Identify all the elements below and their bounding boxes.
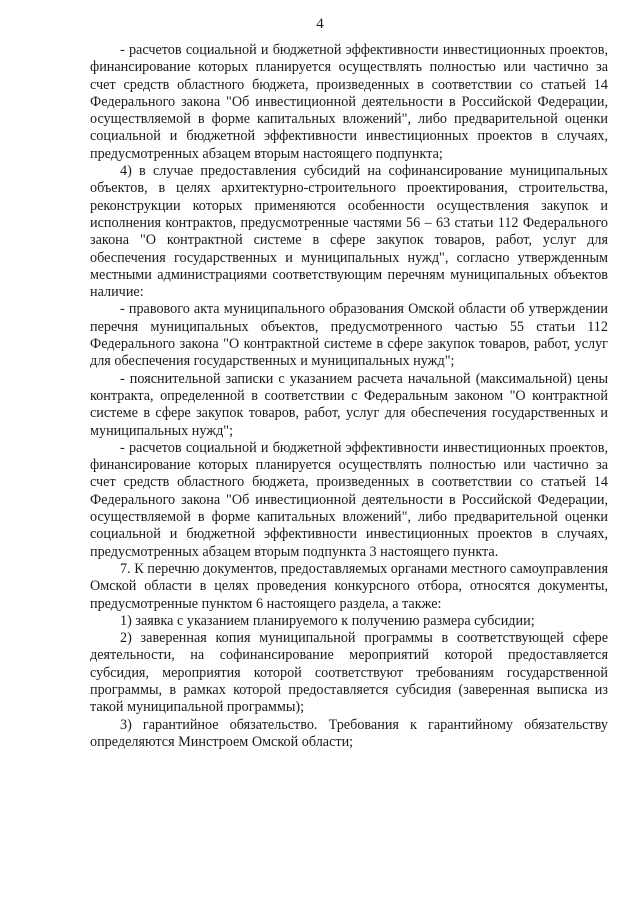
paragraph: - расчетов социальной и бюджетной эффективности инвестиционных проектов, финансирование которых планируется осуществлять полностью или частично за счет средств областного бюджета, произведенных в соответствии со статьей 14 Федерального закона "Об инвестиционной деятельности в Российской Федерации, осуществляемой в форме капитальных вложений", либо предварительной оценки социальной и бюджетной эффективности инвестиционных проектов в случаях, предусмотренных абзацем вторым настоящего подпункта; [90,42,608,162]
paragraph: - расчетов социальной и бюджетной эффективности инвестиционных проектов, финансирование которых планируется осуществлять полностью или частично за счет средств областного бюджета, произведенных в соответствии со статьей 14 Федерального закона "Об инвестиционной деятельности в Российской Федерации, осуществляемой в форме капитальных вложений", либо предварительной оценки социальной и бюджетной эффективности инвестиционных проектов в случаях, предусмотренных абзацем вторым подпункта 3 настоящего пункта. [90,439,608,560]
document-body [90,42,608,751]
page-number: 4 [316,16,324,32]
paragraph: 3) гарантийное обязательство. Требования к гарантийному обязательству определяются Минстроем Омской области; [90,716,608,750]
paragraph: 1) заявка с указанием планируемого к получению размера субсидии; [120,612,535,629]
paragraph: - пояснительной записки с указанием расчета начальной (максимальной) цены контракта, определенной в соответствии с Федеральным законом "О контрактной системе в сфере закупок товаров, работ, услуг для обеспечения государственных и муниципальных нужд"; [90,370,608,439]
paragraph: 7. К перечню документов, предоставляемых органами местного самоуправления Омской области в целях проведения конкурсного отбора, относятся документы, предусмотренные пунктом 6 настоящего раздела, а также: [90,560,608,612]
paragraph: 4) в случае предоставления субсидий на софинансирование муниципальных объектов, в целях архитектурно-строительного проектирования, строительства, реконструкции которых применяются особенности осуществления закупок и исполнения контрактов, предусмотренные частями 56 – 63 статьи 112 Федерального закона "О контрактной системе в сфере закупок товаров, работ, услуг для обеспечения государственных и муниципальных нужд", согласно утвержденным местными администрациями соответствующим перечням муниципальных объектов наличие: [90,163,608,301]
paragraph: - правового акта муниципального образования Омской области об утверждении перечня муниципальных объектов, предусмотренного частью 55 статьи 112 Федерального закона "О контрактной системе в сфере закупок товаров, работ, услуг для обеспечения государственных и муниципальных нужд"; [90,301,608,370]
paragraph: 2) заверенная копия муниципальной программы в соответствующей сфере деятельности, на софинансирование мероприятий которой предоставляется субсидия, мероприятия которой соответствуют требованиям государственной программы, в рамках которой предоставляется субсидия (заверенная выписка из такой муниципальной программы); [90,630,608,716]
